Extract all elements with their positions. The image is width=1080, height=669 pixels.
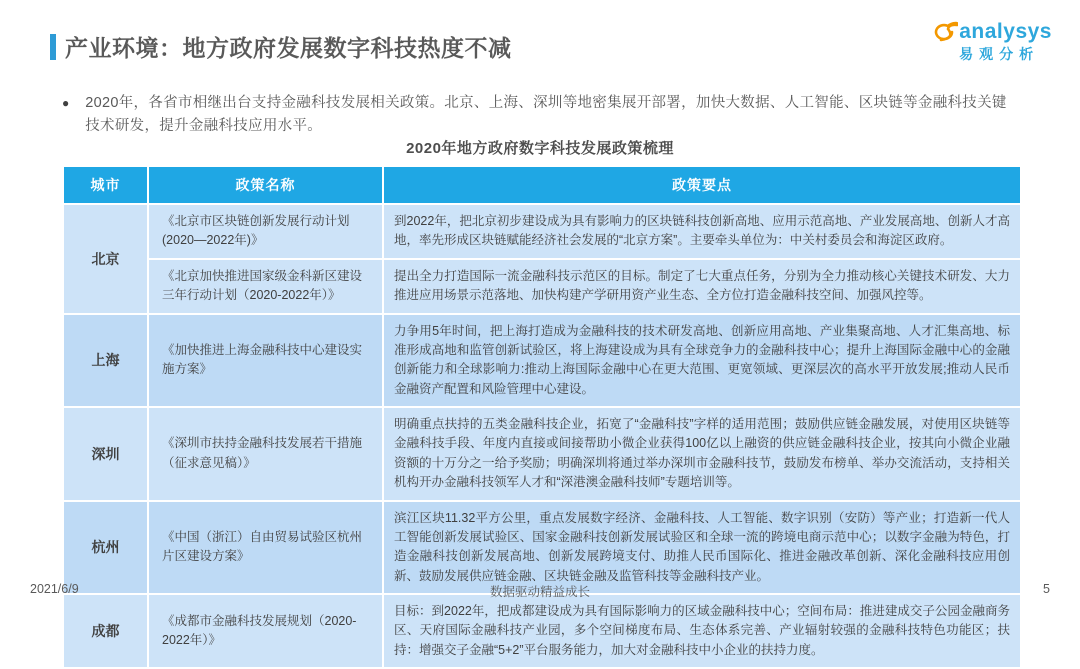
policy-name-cell: 《加快推进上海金融科技中心建设实施方案》: [148, 314, 383, 408]
city-cell: 上海: [63, 314, 148, 408]
policy-points-cell: 明确重点扶持的五类金融科技企业，拓宽了“金融科技”字样的适用范围；鼓励供应链金融发展，对使用区块链等金融科技手段、年度内直接或间接帮助小微企业获得100亿以上融资的供应链金融科技企业，按其向小微企业融资额的十万分之一给予奖励；明确深圳将通过举办深圳市金融科技节，鼓励发布榜单、举办交流活动，支持相关机构开办金融科技领军人才和“深港澳金融科技师”专题培训等。: [383, 407, 1021, 501]
table-title: 2020年地方政府数字科技发展政策梳理: [406, 140, 674, 157]
city-cell: 北京: [63, 204, 148, 314]
bullet-dot-icon: ●: [62, 96, 70, 110]
logo-text-en: analysys: [959, 20, 1052, 43]
logo-swirl-icon: [932, 18, 958, 42]
table-row: [63, 501, 1021, 595]
policy-points-cell: 提出全力打造国际一流金融科技示范区的目标。制定了七大重点任务，分别为全力推动核心关键技术研发、大力推进应用场景示范落地、加快构建产学研用资产业生态、全方位打造金融科技空间、加强风控等。: [383, 259, 1021, 314]
policy-name-cell: 《中国（浙江）自由贸易试验区杭州片区建设方案》: [148, 501, 383, 595]
page-title: 产业环境：地方政府发展数字科技热度不减: [65, 35, 512, 61]
title-accent-bar: [50, 34, 56, 60]
intro-bullet: [62, 92, 1020, 138]
table-row: [63, 259, 1021, 314]
footer: [0, 582, 1080, 600]
policy-points-cell: 目标：到2022年，把成都建设成为具有国际影响力的区域金融科技中心；空间布局：推进建成交子公园金融商务区、天府国际金融科技产业园，多个空间梯度布局、生态体系完善、产业辐射较强的金融科技特色功能区；扶持：增强交子金融“5+2”平台服务能力，加大对金融科技中小企业的扶持力度。: [383, 594, 1021, 668]
table-row: [63, 407, 1021, 501]
title-row: [50, 30, 512, 63]
column-header: 政策要点: [383, 166, 1021, 204]
table-row: [63, 314, 1021, 408]
analysys-logo: [932, 18, 1052, 61]
policy-points-cell: 到2022年，把北京初步建设成为具有影响力的区块链科技创新高地、应用示范高地、产业发展高地、创新人才高地，率先形成区块链赋能经济社会发展的“北京方案”。主要牵头单位为：中关村委员会和海淀区政府。: [383, 204, 1021, 259]
logo-wordmark: [932, 18, 1052, 42]
logo-text-cn: 易观分析: [959, 46, 1040, 62]
city-cell: 成都: [63, 594, 148, 668]
policy-name-cell: 《成都市金融科技发展规划（2020-2022年）》: [148, 594, 383, 668]
city-cell: 深圳: [63, 407, 148, 501]
footer-page-number: 5: [1043, 582, 1050, 596]
table-header-row: [63, 166, 1021, 204]
city-cell: 杭州: [63, 501, 148, 595]
table-row: [63, 594, 1021, 668]
footer-slogan: 数据驱动精益成长: [489, 585, 590, 599]
policy-points-cell: 力争用5年时间，把上海打造成为金融科技的技术研发高地、创新应用高地、产业集聚高地、人才汇集高地、标准形成高地和监管创新试验区，将上海建设成为具有全球竞争力的金融科技中心；提升上海国际金融中心的金融创新能力和全球影响力:推动上海国际金融中心在更大范围、更宽领域、更深层次的高水平开放发展;推动人民币金融资产配置和风险管理中心建设。: [383, 314, 1021, 408]
policy-name-cell: 《北京加快推进国家级金科新区建设三年行动计划（2020-2022年）》: [148, 259, 383, 314]
table-row: [63, 204, 1021, 259]
footer-date: 2021/6/9: [30, 582, 79, 596]
policy-name-cell: 《北京市区块链创新发展行动计划(2020—2022年)》: [148, 204, 383, 259]
policy-name-cell: 《深圳市扶持金融科技发展若干措施（征求意见稿）》: [148, 407, 383, 501]
column-header: 政策名称: [148, 166, 383, 204]
policy-points-cell: 滨江区块11.32平方公里，重点发展数字经济、金融科技、人工智能、数字识别（安防）等产业；打造新一代人工智能创新发展试验区、国家金融科技创新发展试验区和全球一流的跨境电商示范中心；以数字金融为特色，打造金融科技创新发展高地、创新发展跨境支付、助推人民币国际化、推进金融改革创新、深化金融科技应用创新、鼓励发展供应链金融、区块链金融及监管科技等金融科技产业。: [383, 501, 1021, 595]
column-header: 城市: [63, 166, 148, 204]
intro-text: 2020年，各省市相继出台支持金融科技发展相关政策。北京、上海、深圳等地密集展开部署，加快大数据、人工智能、区块链等金融科技关键技术研发，提升金融科技应用水平。: [85, 95, 1007, 134]
